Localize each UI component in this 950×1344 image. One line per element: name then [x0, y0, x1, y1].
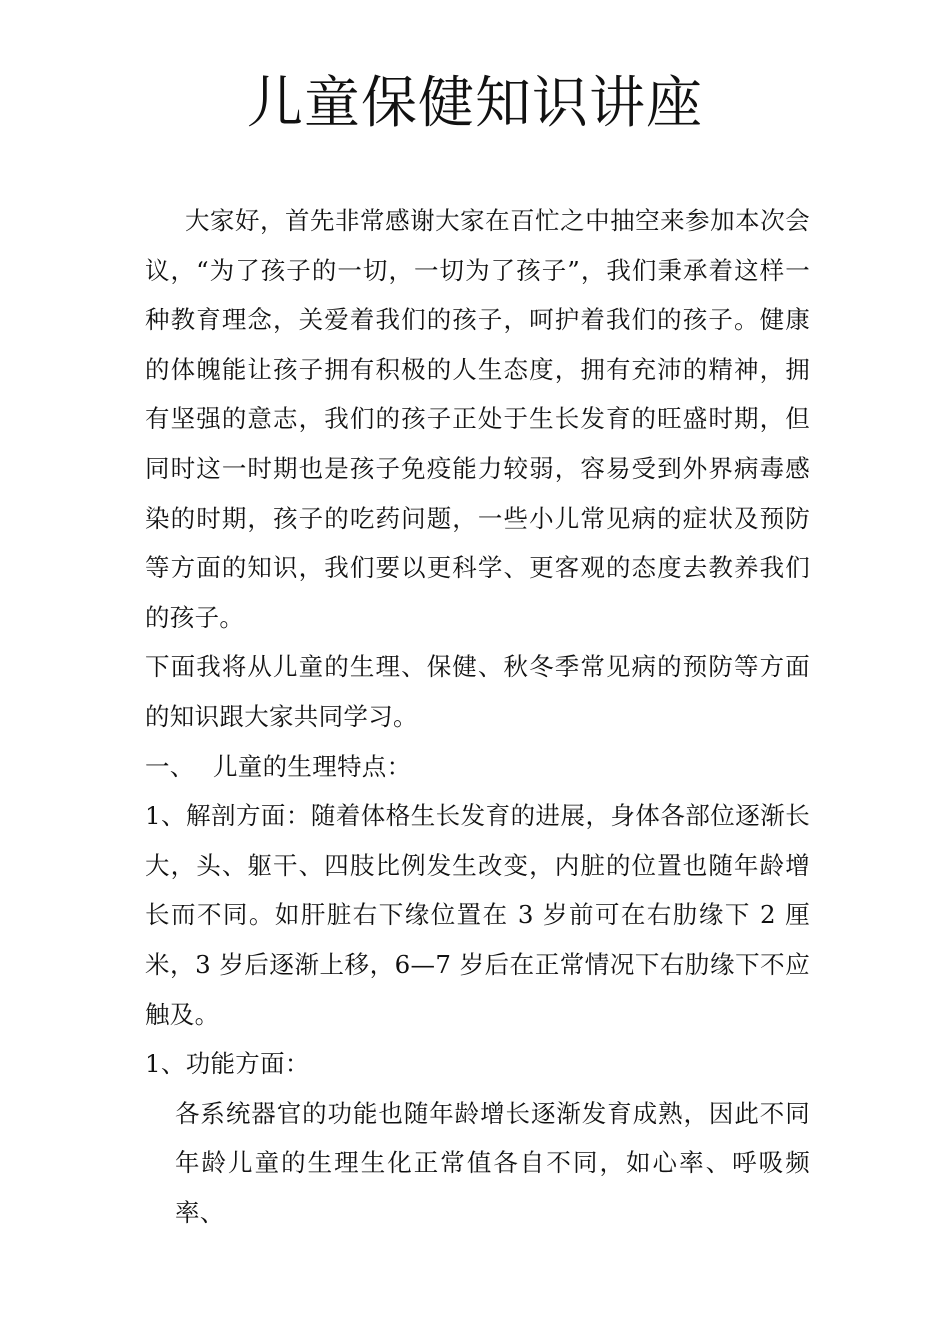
function-paragraph: 各系统器官的功能也随年龄增长逐渐发育成熟，因此不同年龄儿童的生理生化正常值各自不同，如心率、呼吸频率、 [175, 1098, 810, 1227]
intro-paragraph: 大家好，首先非常感谢大家在百忙之中抽空来参加本次会议，“为了孩子的一切，一切为了孩子”，我们秉承着这样一种教育理念，关爱着我们的孩子，呵护着我们的孩子。健康的体魄能让孩子拥有积极的人生态度，拥有充沛的精神，拥有坚强的意志，我们的孩子正处于生长发育的旺盛时期，但同时这一时期也是孩子免疫能力较弱，容易受到外界病毒感染的时期，孩子的吃药问题，一些小儿常见病的症状及预防等方面的知识，我们要以更科学、更客观的态度去教养我们的孩子。 [145, 206, 810, 632]
section-heading-text: 儿童的生理特点： [213, 751, 412, 781]
function-heading: 1、功能方面： [145, 1049, 310, 1079]
overview-paragraph: 下面我将从儿童的生理、保健、秋冬季常见病的预防等方面的知识跟大家共同学习。 [145, 652, 810, 731]
function-block [145, 1089, 810, 1238]
document-title: 儿童保健知识讲座 [247, 71, 703, 136]
section-number: 一、 [145, 751, 195, 781]
anatomy-paragraph: 1、解剖方面：随着体格生长发育的进展，身体各部位逐渐长大，头、躯干、四肢比例发生改变，内脏的位置也随年龄增长而不同。如肝脏右下缘位置在 3 岁前可在右肋缘下 2 厘米，3 岁后逐渐上移，6—7 岁后在正常情况下右肋缘下不应触及。 [145, 801, 810, 1029]
document-body [145, 196, 810, 1237]
section-heading-1 [145, 742, 810, 792]
